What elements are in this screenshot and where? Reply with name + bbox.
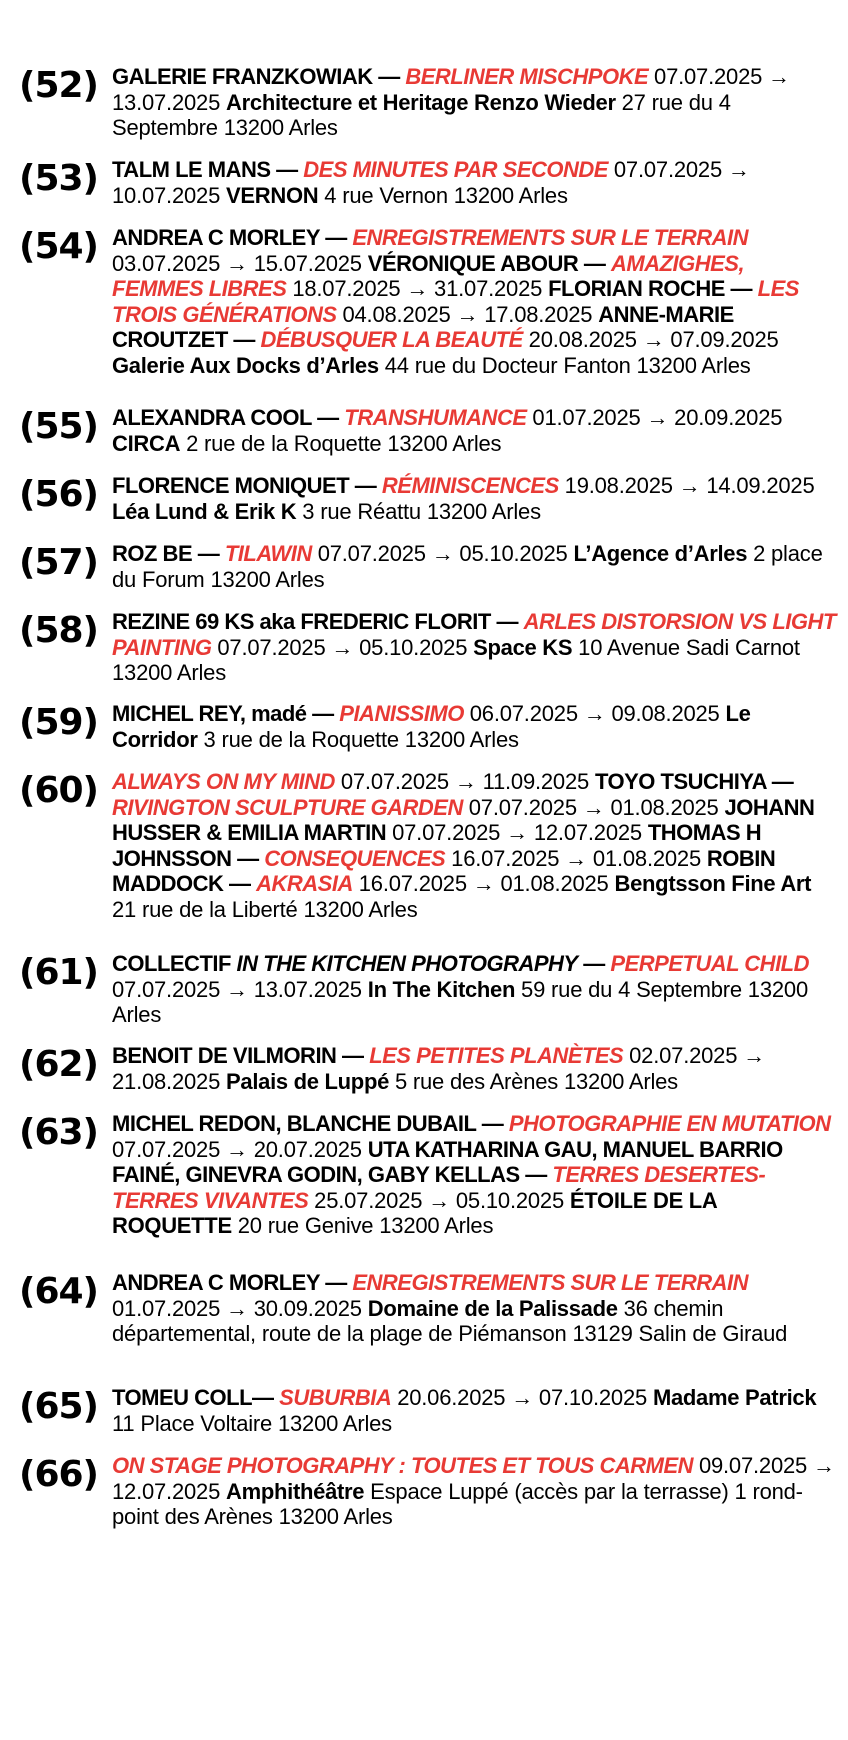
exhibition-dates: 20.08.2025 → 07.09.2025 <box>522 327 779 353</box>
entry-number: (63) <box>19 1112 99 1153</box>
exhibition-dates: 07.07.2025 → 05.10.2025 <box>311 541 574 566</box>
exhibition-dates: 16.07.2025 → 01.08.2025 <box>445 845 707 871</box>
venue-name: CIRCA <box>112 430 181 456</box>
artist-name: ROBIN MADDOCK — <box>112 845 776 897</box>
exhibition-title: SUBURBIA <box>279 1385 392 1410</box>
entry-number: (58) <box>19 610 99 651</box>
exhibition-title: AMAZIGHES, FEMMES LIBRES <box>112 250 745 302</box>
entry-number: (54) <box>19 226 99 267</box>
exhibition-dates: 18.07.2025 → 31.07.2025 <box>286 276 549 302</box>
entry-number: (59) <box>19 702 99 743</box>
venue-name: VERNON <box>226 182 319 208</box>
venue-address: 2 place du Forum 13200 Arles <box>112 541 823 592</box>
entry-text <box>112 541 837 592</box>
exhibition-title: BERLINER MISCHPOKE <box>405 64 649 89</box>
artist-name: ALEXANDRA COOL — <box>112 405 345 430</box>
artist-name: UTA KATHARINA GAU, MANUEL BARRIO FAINÉ, GINEVRA GODIN, GABY KELLAS — <box>112 1136 783 1188</box>
exhibition-title: PERPETUAL CHILD <box>610 951 810 976</box>
entry-number: (52) <box>19 65 99 106</box>
exhibition-title: LES TROIS GÉNÉRATIONS <box>112 276 799 327</box>
venue-address: 27 rue du 4 Septembre 13200 Arles <box>112 89 731 141</box>
venue-name: In The Kitchen <box>367 976 516 1002</box>
venue-name: Madame Patrick <box>652 1385 817 1410</box>
exhibition-title: ON STAGE PHOTOGRAPHY : TOUTES ET TOUS CARMEN <box>112 1453 694 1478</box>
exhibition-dates: 01.07.2025 → 30.09.2025 <box>112 1295 368 1321</box>
venue-name: ÉTOILE DE LA ROQUETTE <box>112 1187 717 1239</box>
artist-name: COLLECTIF <box>112 951 237 976</box>
entry-text <box>112 473 837 524</box>
venue-name: Domaine de la Palissade <box>367 1295 618 1321</box>
venue-name: Amphithéâtre <box>226 1478 365 1504</box>
artist-name: TALM LE MANS — <box>112 157 304 182</box>
venue-address: 44 rue du Docteur Fanton 13200 Arles <box>378 352 751 378</box>
exhibition-dates: 07.07.2025 → 12.07.2025 <box>386 820 648 846</box>
exhibition-title: PHOTOGRAPHIE EN MUTATION <box>508 1111 831 1136</box>
exhibition-title: TERRES DESERTES-TERRES VIVANTES <box>112 1162 766 1213</box>
venue-name: Palais de Luppé <box>226 1068 390 1094</box>
exhibition-title: PIANISSIMO <box>339 701 464 726</box>
exhibition-title: AKRASIA <box>256 871 353 897</box>
venue-name: Le Corridor <box>112 701 751 752</box>
entry-text <box>112 225 837 379</box>
entry-number: (66) <box>19 1454 99 1495</box>
artist-name: MICHEL REDON, BLANCHE DUBAIL — <box>112 1111 509 1136</box>
entry-number: (65) <box>19 1386 99 1427</box>
venue-address: 5 rue des Arènes 13200 Arles <box>389 1068 678 1094</box>
exhibition-title: TRANSHUMANCE <box>344 405 527 430</box>
exhibition-dates: 16.07.2025 → 01.08.2025 <box>352 871 615 897</box>
exhibition-dates: 06.07.2025 → 09.08.2025 <box>463 701 726 726</box>
exhibition-dates: 07.07.2025 → 11.09.2025 <box>334 769 595 794</box>
venue-address: 3 rue de la Roquette 13200 Arles <box>197 726 519 752</box>
entry-number: (61) <box>19 952 99 993</box>
exhibition-title: LES PETITES PLANÈTES <box>369 1043 624 1068</box>
exhibition-dates: 02.07.2025 → 21.08.2025 <box>112 1043 765 1094</box>
entry-text <box>112 1385 837 1436</box>
entry-text <box>112 769 837 923</box>
exhibition-dates: 07.07.2025 → 20.07.2025 <box>112 1136 368 1162</box>
exhibition-title: DÉBUSQUER LA BEAUTÉ <box>260 327 523 353</box>
entry-text <box>112 64 837 141</box>
exhibition-dates: 07.07.2025 → 05.10.2025 <box>211 634 474 660</box>
entry-text <box>112 1111 837 1239</box>
artist-name: TOMEU COLL— <box>112 1385 280 1410</box>
venue-address: 21 rue de la Liberté 13200 Arles <box>112 896 418 922</box>
exhibition-title: RÉMINISCENCES <box>381 473 559 498</box>
entry-number: (55) <box>19 406 99 447</box>
exhibition-title: ARLES DISTORSION VS LIGHT PAINTING <box>112 609 836 660</box>
artist-name: JOHANN HUSSER & EMILIA MARTIN <box>112 794 815 846</box>
exhibition-title: ENREGISTREMENTS SUR LE TERRAIN <box>352 225 749 250</box>
venue-name: Architecture et Heritage Renzo Wieder <box>226 89 616 115</box>
venue-name: L’Agence d’Arles <box>573 541 748 566</box>
venue-address: 11 Place Voltaire 13200 Arles <box>112 1410 392 1436</box>
venue-address: Espace Luppé (accès par la terrasse) 1 rond-point des Arènes 13200 Arles <box>112 1478 803 1530</box>
exhibition-title: DES MINUTES PAR SECONDE <box>303 157 608 182</box>
venue-address: 59 rue du 4 Septembre 13200 Arles <box>112 976 808 1028</box>
exhibition-dates: 07.07.2025 → 13.07.2025 <box>112 64 790 115</box>
entry-text <box>112 405 837 456</box>
artist-name: ROZ BE — <box>112 541 225 566</box>
exhibition-dates: 09.07.2025 → 12.07.2025 <box>112 1453 835 1504</box>
exhibition-dates: 07.07.2025 → 13.07.2025 <box>112 976 368 1002</box>
artist-name: REZINE 69 KS aka FREDERIC FLORIT — <box>112 609 524 634</box>
entry-text <box>112 701 837 752</box>
exhibition-title: CONSEQUENCES <box>264 845 446 871</box>
artist-name: — <box>577 951 611 976</box>
artist-name: ANNE-MARIE CROUTZET — <box>112 301 734 353</box>
exhibition-title: ALWAYS ON MY MIND <box>112 769 335 794</box>
exhibition-dates: 04.08.2025 → 17.08.2025 <box>336 301 599 327</box>
exhibition-dates: 07.07.2025 → 01.08.2025 <box>462 794 725 820</box>
entry-number: (56) <box>19 474 99 515</box>
artist-name: GALERIE FRANZKOWIAK — <box>112 64 406 89</box>
exhibition-dates: 19.08.2025 → 14.09.2025 <box>558 473 815 498</box>
artist-name: FLORIAN ROCHE — <box>548 276 758 302</box>
entry-number: (53) <box>19 158 99 199</box>
exhibition-title: RIVINGTON SCULPTURE GARDEN <box>112 794 463 820</box>
collective-title: IN THE KITCHEN PHOTOGRAPHY <box>236 951 578 976</box>
entry-text <box>112 157 837 208</box>
exhibition-dates: 20.06.2025 → 07.10.2025 <box>391 1385 653 1410</box>
venue-name: Bengtsson Fine Art <box>614 871 812 897</box>
venue-name: Léa Lund & Erik K <box>112 498 297 524</box>
entry-text <box>112 1270 837 1347</box>
exhibition-title: TILAWIN <box>224 541 312 566</box>
exhibition-dates: 07.07.2025 → 10.07.2025 <box>112 157 750 208</box>
venue-address: 3 rue Réattu 13200 Arles <box>296 498 541 524</box>
artist-name: FLORENCE MONIQUET — <box>112 473 382 498</box>
artist-name: ANDREA C MORLEY — <box>112 225 353 250</box>
entry-number: (57) <box>19 542 99 583</box>
venue-address: 36 chemin départemental, route de la plage de Piémanson 13129 Salin de Giraud <box>112 1295 788 1347</box>
entry-number: (64) <box>19 1271 99 1312</box>
artist-name: MICHEL REY, madé — <box>112 701 340 726</box>
exhibition-dates: 25.07.2025 → 05.10.2025 <box>308 1187 570 1213</box>
venue-address: 4 rue Vernon 13200 Arles <box>318 182 568 208</box>
entry-text <box>112 1043 837 1094</box>
venue-address: 20 rue Genive 13200 Arles <box>231 1213 494 1239</box>
entry-text <box>112 1453 837 1530</box>
exhibition-dates: 01.07.2025 → 20.09.2025 <box>526 405 783 430</box>
venue-address: 2 rue de la Roquette 13200 Arles <box>180 430 502 456</box>
artist-name: THOMAS H JOHNSSON — <box>112 820 762 871</box>
entry-number: (62) <box>19 1044 99 1085</box>
venue-address: 10 Avenue Sadi Carnot 13200 Arles <box>112 634 800 686</box>
venue-name: Galerie Aux Docks d’Arles <box>112 352 379 378</box>
artist-name: VÉRONIQUE ABOUR — <box>367 250 611 276</box>
artist-name: TOYO TSUCHIYA — <box>594 769 794 794</box>
entry-text <box>112 609 837 686</box>
artist-name: ANDREA C MORLEY — <box>112 1270 353 1295</box>
exhibition-dates: 03.07.2025 → 15.07.2025 <box>112 250 368 276</box>
entry-number: (60) <box>19 770 99 811</box>
entry-text <box>112 951 837 1028</box>
venue-name: Space KS <box>473 634 573 660</box>
artist-name: BENOIT DE VILMORIN — <box>112 1043 370 1068</box>
exhibition-title: ENREGISTREMENTS SUR LE TERRAIN <box>352 1270 749 1295</box>
